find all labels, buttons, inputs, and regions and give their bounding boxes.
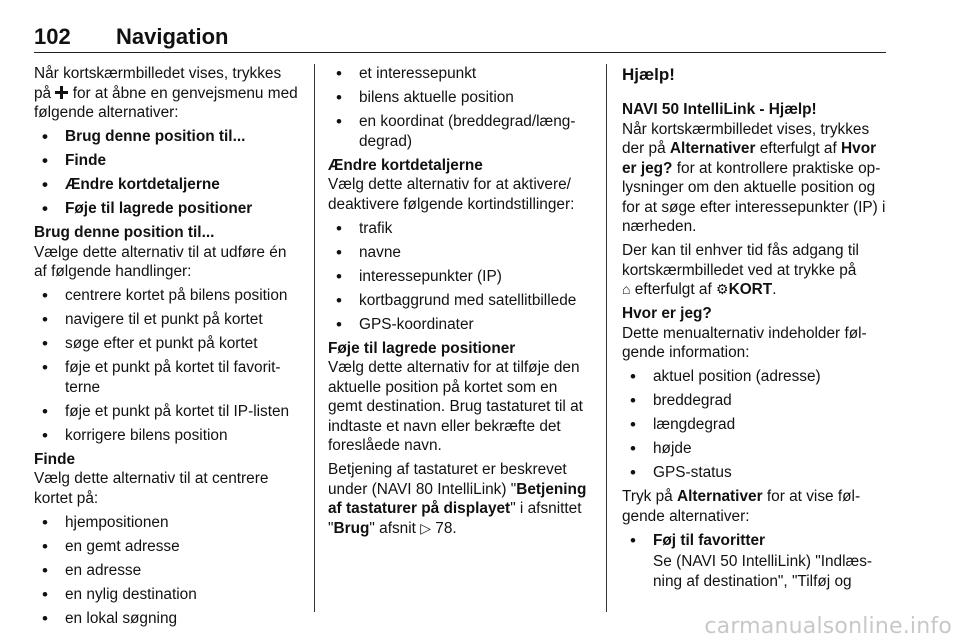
- access-paragraph: Der kan til enhver tid fås adgang til kortskærmbilledet ved at trykke på ⌂ efterfulgt af ⚙KORT.: [622, 242, 859, 298]
- section-title: Navigation: [116, 24, 229, 49]
- list-item: • hjempositionen: [34, 513, 300, 533]
- column-3: [622, 64, 890, 596]
- map-gear-icon: ⚙: [716, 281, 729, 297]
- use-link[interactable]: Brug: [333, 519, 370, 537]
- page-number: 102: [34, 24, 71, 49]
- find-list: [34, 513, 300, 629]
- list-item: [622, 531, 890, 592]
- keyboard-link[interactable]: Betjening af tastaturer på displayet: [328, 480, 587, 517]
- column-2: [328, 64, 594, 543]
- fav-item-text: Se (NAVI 50 IntelliLink) "Indlæs-ning af destination", "Tilføj og: [653, 553, 873, 590]
- column-1: [34, 64, 300, 633]
- watermark: carmanualsonline.info: [704, 614, 952, 639]
- home-icon: ⌂: [622, 281, 631, 297]
- list-item: • føje et punkt på kortet til IP-listen: [34, 402, 300, 422]
- subheading-where-am-i: Hvor er jeg?: [622, 305, 712, 322]
- list-item: • en adresse: [34, 561, 300, 581]
- change-map-list: [328, 219, 594, 335]
- subheading-navi-help: NAVI 50 IntelliLink - Hjælp!: [622, 101, 817, 118]
- plus-icon: [55, 86, 68, 99]
- fav-item-label: Føj til favoritter: [653, 531, 766, 549]
- options-list: [622, 531, 890, 592]
- list-item: • centrere kortet på bilens position: [34, 286, 300, 306]
- list-item: • længdegrad: [622, 415, 890, 435]
- change-map-desc: Vælg dette alternativ for at aktivere/ deaktivere følgende kortindstillinger:: [328, 176, 575, 213]
- subheading-find: Finde: [34, 450, 76, 468]
- list-item: • en koordinat (breddegrad/læng-degrad): [328, 112, 594, 151]
- column-divider: [606, 64, 607, 612]
- help-title: Hjælp!: [622, 65, 675, 84]
- list-item: • højde: [622, 439, 890, 459]
- help-paragraph: Når kortskærmbilledet vises, trykkes der på Alternativer efterfulgt af Hvor er jeg? for at kontrollere praktiske op-lysninger om den aktuelle position og for at søge efter interessepunkter (IP) i nærheden.: [622, 120, 886, 235]
- find-list-continued: [328, 64, 594, 151]
- list-item: • en lokal søgning: [34, 609, 300, 629]
- subheading-use-position: Brug denne position til...: [34, 224, 215, 241]
- list-item: • kortbaggrund med satellitbillede: [328, 291, 594, 311]
- list-item: • breddegrad: [622, 391, 890, 411]
- list-item: • søge efter et punkt på kortet: [34, 334, 300, 354]
- list-item: • Føje til lagrede positioner: [34, 199, 300, 219]
- list-item: • en gemt adresse: [34, 537, 300, 557]
- add-saved-desc: Vælg dette alternativ for at tilføje den aktuelle position på kortet som en gemt destination. Brug tastaturet til at indtaste et navn eller bekræfte det foreslåede navn.: [328, 359, 583, 454]
- page-ref-icon: ▷: [420, 519, 431, 536]
- use-position-list: [34, 286, 300, 445]
- page-header: [34, 24, 886, 53]
- list-item: • Brug denne position til...: [34, 127, 300, 147]
- list-item: • navigere til et punkt på kortet: [34, 310, 300, 330]
- list-item: • navne: [328, 243, 594, 263]
- options-paragraph: Tryk på Alternativer for at vise føl-gende alternativer:: [622, 488, 861, 525]
- list-item: • en nylig destination: [34, 585, 300, 605]
- use-position-desc: Vælge dette alternativ til at udføre én af følgende handlinger:: [34, 243, 287, 280]
- list-item: • et interessepunkt: [328, 64, 594, 84]
- where-list: [622, 367, 890, 483]
- list-item: • aktuel position (adresse): [622, 367, 890, 387]
- list-item: • Ændre kortdetaljerne: [34, 175, 300, 195]
- subheading-add-saved: Føje til lagrede positioner: [328, 339, 516, 357]
- list-item: • GPS-koordinater: [328, 315, 594, 335]
- list-item: • føje et punkt på kortet til favorit-terne: [34, 358, 300, 397]
- list-item: • Finde: [34, 151, 300, 171]
- list-item: • trafik: [328, 219, 594, 239]
- find-desc: Vælg dette alternativ til at centrere kortet på:: [34, 470, 269, 507]
- list-item: • bilens aktuelle position: [328, 88, 594, 108]
- list-item: • korrigere bilens position: [34, 426, 300, 446]
- column-divider: [314, 64, 315, 612]
- list-item: • interessepunkter (IP): [328, 267, 594, 287]
- intro-paragraph: Når kortskærmbilledet vises, trykkes på for at åbne en genvejsmenu med følgende alternativer:: [34, 65, 298, 121]
- list-item: • GPS-status: [622, 463, 890, 483]
- menu-list: [34, 127, 300, 219]
- where-desc: Dette menualternativ indeholder føl-gende information:: [622, 324, 867, 361]
- subheading-change-map: Ændre kortdetaljerne: [328, 156, 483, 174]
- keyboard-paragraph: Betjening af tastaturet er beskrevet under (NAVI 80 IntelliLink) "Betjening af tastaturer på displayet" i afsnittet "Brug" afsnit ▷ 78.: [328, 461, 587, 537]
